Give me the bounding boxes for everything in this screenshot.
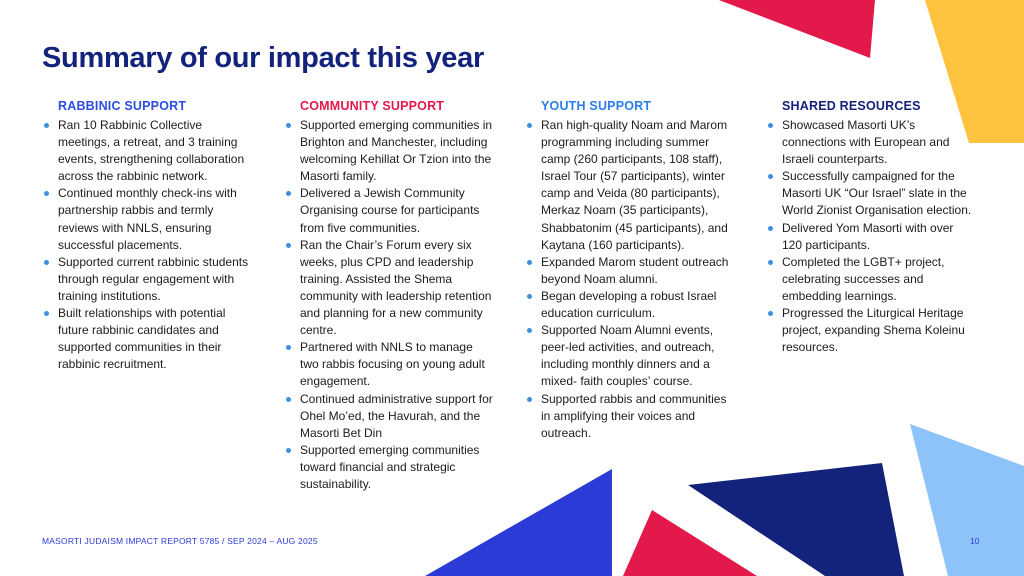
list-item: Progressed the Liturgical Heritage project, expanding Shema Koleinu resources. xyxy=(766,305,976,356)
column-shared-resources xyxy=(766,99,976,356)
pink-triangle-bottom xyxy=(623,510,757,576)
column-heading: YOUTH SUPPORT xyxy=(541,99,652,113)
list-item: Delivered a Jewish Community Organising course for participants from five communities. xyxy=(284,185,494,236)
list-item: Ran the Chair’s Forum every six weeks, plus CPD and leadership training. Assisted the Shema community with leadership retention and planning for a new community centre. xyxy=(284,237,494,340)
list-item: Supported Noam Alumni events, peer-led activities, and outreach, including monthly dinners and a mixed- faith couples’ course. xyxy=(525,322,735,390)
light-blue-triangle-bottom-right xyxy=(910,424,1024,576)
list-item: Continued monthly check-ins with partnership rabbis and termly reviews with NNLS, ensuring successful placements. xyxy=(42,185,252,253)
column-heading: SHARED RESOURCES xyxy=(782,99,921,113)
report-footer: MASORTI JUDAISM IMPACT REPORT 5785 / SEP 2024 – AUG 2025 xyxy=(42,536,318,546)
list-item: Built relationships with potential future rabbinic candidates and supported communities in their rabbinic recruitment. xyxy=(42,305,252,373)
list-item: Ran 10 Rabbinic Collective meetings, a retreat, and 3 training events, strengthening collaboration across the rabbinic network. xyxy=(42,117,252,185)
column-community-support xyxy=(284,99,494,493)
list-item: Supported current rabbinic students through regular engagement with training institutions. xyxy=(42,254,252,305)
list-item: Supported emerging communities toward financial and strategic sustainability. xyxy=(284,442,494,493)
list-item: Began developing a robust Israel education curriculum. xyxy=(525,288,735,322)
pink-triangle-top xyxy=(719,0,875,58)
list-item: Continued administrative support for Ohel Mo’ed, the Havurah, and the Masorti Bet Din xyxy=(284,391,494,442)
page-number: 10 xyxy=(970,536,980,546)
list-item: Completed the LGBT+ project, celebrating successes and embedding learnings. xyxy=(766,254,976,305)
list-item: Supported emerging communities in Brighton and Manchester, including welcoming Kehillat Or Tzion into the Masorti family. xyxy=(284,117,494,185)
column-rabbinic-support xyxy=(42,99,252,373)
list-item: Partnered with NNLS to manage two rabbis focusing on young adult engagement. xyxy=(284,339,494,390)
list-item: Showcased Masorti UK’s connections with European and Israeli counterparts. xyxy=(766,117,976,168)
list-item: Delivered Yom Masorti with over 120 participants. xyxy=(766,220,976,254)
column-youth-support xyxy=(525,99,735,442)
column-heading: COMMUNITY SUPPORT xyxy=(300,99,445,113)
page-title: Summary of our impact this year xyxy=(42,42,484,74)
column-heading: RABBINIC SUPPORT xyxy=(58,99,187,113)
list-item: Successfully campaigned for the Masorti UK “Our Israel” slate in the World Zionist Organisation election. xyxy=(766,168,976,219)
list-item: Supported rabbis and communities in amplifying their voices and outreach. xyxy=(525,391,735,442)
list-item: Ran high-quality Noam and Marom programming including summer camp (260 participants, 108 staff), Israel Tour (57 participants), winter camp and Veida (80 participants), Merkaz Noam (35 participants), Shabbatonim (45 participants), and Kaytana (160 participants). xyxy=(525,117,735,254)
list-item: Expanded Marom student outreach beyond Noam alumni. xyxy=(525,254,735,288)
